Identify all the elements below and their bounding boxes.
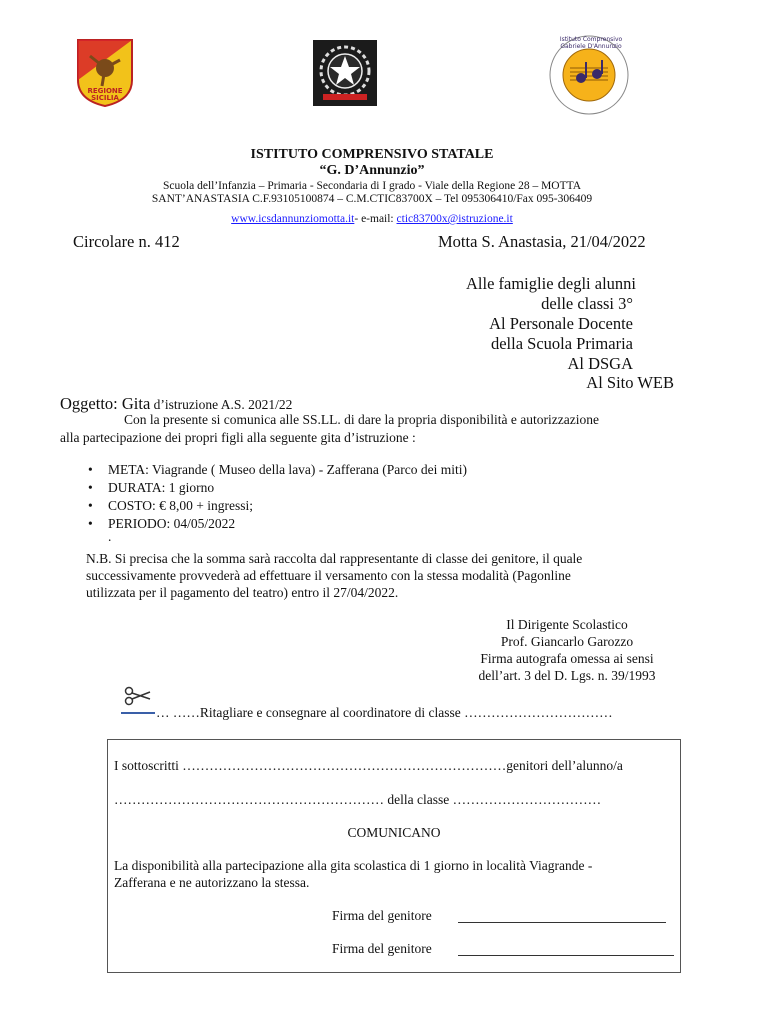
recipient-line: delle classi 3° [541, 294, 633, 313]
header-codes-line: SANT’ANASTASIA C.F.93105100874 – C.M.CTIC83700X – Tel 095306410/Fax 095-306409 [151, 193, 593, 205]
place-date: Motta S. Anastasia, 21/04/2022 [438, 232, 646, 251]
list-item: • DURATA: 1 giorno [84, 479, 467, 497]
list-item: • COSTO: € 8,00 + ingressi; [84, 497, 467, 515]
cut-line-text: … ……Ritagliare e consegnare al coordinatore di classe …………………………… [156, 705, 613, 720]
intro-line-1: Con la presente si comunica alle SS.LL. di dare la propria disponibilità e autorizzazione [124, 412, 599, 427]
nb-line-2: successivamente provvederà ad effettuare il versamento con la stessa modalità (Pagonline [86, 568, 571, 583]
list-item: • META: Viagrande ( Museo della lava) - Zafferana (Parco dei miti) [84, 461, 467, 479]
regione-logo-text-2: SICILIA [91, 94, 119, 102]
header-contacts-line [0, 213, 744, 225]
regione-sicilia-logo [76, 38, 134, 108]
trip-details-list [84, 461, 467, 533]
signature-name: Prof. Giancarlo Garozzo [500, 634, 634, 649]
subject-text: d’istruzione A.S. 2021/22 [150, 397, 293, 412]
intro-line-2: alla partecipazione dei propri figli alla seguente gita d’istruzione : [60, 430, 416, 445]
subject-label: Oggetto: Gita [60, 394, 151, 413]
form-class-line: …………………………………………………… della classe …………………………… [114, 792, 602, 807]
cut-line-marker [121, 712, 155, 714]
school-name: ISTITUTO COMPRENSIVO STATALE [250, 147, 494, 162]
recipient-line: Alle famiglie degli alunni [466, 274, 636, 293]
form-comunicano: COMUNICANO [347, 825, 441, 840]
recipient-line: Al Personale Docente [489, 314, 633, 333]
signature-note-1: Firma autografa omessa ai sensi [480, 651, 654, 666]
nb-line-1: N.B. Si precisa che la somma sarà raccolta dal rappresentante di classe dei genitore, il quale [86, 551, 583, 566]
school-title: “G. D’Annunzio” [319, 163, 425, 178]
regione-logo-text-1: REGIONE [87, 87, 123, 95]
repubblica-emblem-logo [313, 40, 377, 106]
recipient-line: Al DSGA [567, 354, 633, 373]
email-link[interactable]: ctic83700x@istruzione.it [396, 213, 513, 225]
email-separator: - e-mail: [354, 213, 397, 225]
nb-line-3: utilizzata per il pagamento del teatro) entro il 27/04/2022. [86, 585, 399, 600]
parent-signature-label-2: Firma del genitore [332, 941, 432, 956]
signature-note-2: dell’art. 3 del D. Lgs. n. 39/1993 [478, 668, 656, 683]
recipient-line: della Scuola Primaria [490, 334, 633, 353]
scissors-icon [124, 686, 152, 706]
parent-signature-field-1[interactable] [458, 910, 666, 923]
list-item: • PERIODO: 04/05/2022 [84, 515, 467, 533]
form-text-2: Zafferana e ne autorizzano la stessa. [114, 875, 310, 890]
recipient-line: Al Sito WEB [586, 373, 674, 392]
form-text-1: La disponibilità alla partecipazione alla gita scolastica di 1 giorno in località Viagrande - [114, 858, 593, 873]
list-end-dot: . [108, 529, 112, 544]
circolare-number: Circolare n. 412 [73, 232, 180, 251]
parent-signature-label-1: Firma del genitore [332, 908, 432, 923]
signature-role: Il Dirigente Scolastico [506, 617, 628, 632]
header-address-line: Scuola dell’Infanzia – Primaria - Secondaria di I grado - Viale della Regione 28 – MOTTA [162, 180, 582, 192]
consent-form-box [107, 739, 681, 973]
website-link[interactable]: www.icsdannunziomotta.it [231, 213, 355, 225]
school-logo-text: Istituto Comprensivo Gabriele D'Annunzio [559, 36, 623, 50]
parent-signature-field-2[interactable] [458, 943, 674, 956]
school-logo [548, 34, 630, 116]
form-parents-line: I sottoscritti ………………………………………………………………genitori dell’alunno/a [114, 758, 623, 773]
